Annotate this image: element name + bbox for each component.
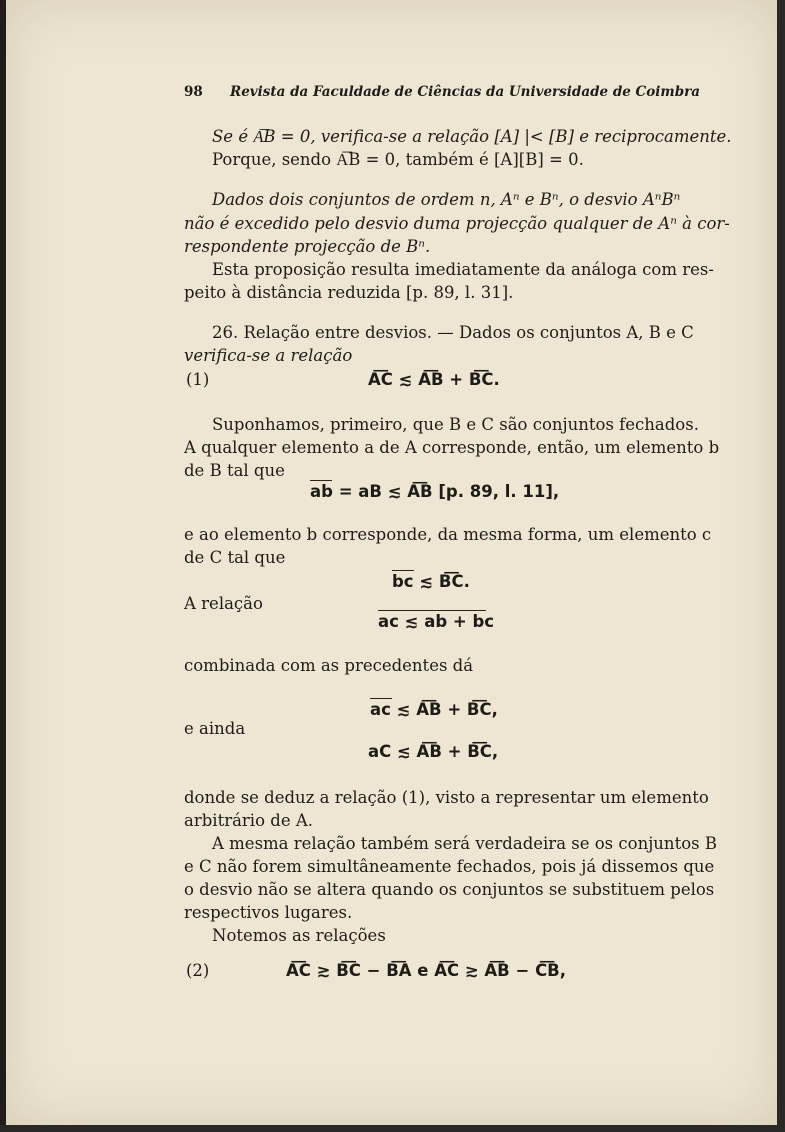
- text-line: Dados dois conjuntos de ordem n, Aⁿ e Bⁿ, o desvio AⁿBⁿ: [212, 190, 681, 209]
- equation: ac ≲ ab + bc: [378, 612, 495, 631]
- equation-number: (2): [186, 961, 210, 980]
- equation: ac ≲ A͞B + B͞C,: [370, 700, 498, 719]
- text-line: Suponhamos, primeiro, que B e C são conjuntos fechados.: [212, 415, 699, 434]
- running-header: Revista da Faculdade de Ciências da Universidade de Coimbra: [230, 84, 701, 100]
- section-heading: 26. Relação entre desvios. — Dados os conjuntos A, B e C: [212, 323, 694, 342]
- text-line: e C não forem simultâneamente fechados, pois já dissemos que: [184, 857, 715, 876]
- page-edge: [777, 0, 785, 1132]
- text-line: arbitrário de A.: [184, 811, 313, 830]
- text-line: A qualquer elemento a de A corresponde, então, um elemento b: [184, 438, 720, 457]
- page-number: 98: [184, 84, 203, 100]
- equation: bc ≲ B͞C.: [392, 572, 470, 591]
- text-line: respondente projecção de Bⁿ.: [184, 237, 431, 256]
- equation: A͞C ≲ A͞B + B͞C.: [368, 370, 500, 389]
- text-line: Notemos as relações: [212, 926, 386, 945]
- text-line: não é excedido pelo desvio duma projecção qualquer de Aⁿ à cor-: [184, 214, 730, 233]
- text-line: verifica-se a relação: [184, 346, 353, 365]
- text-line: donde se deduz a relação (1), visto a representar um elemento: [184, 788, 709, 807]
- text-line: e ao elemento b corresponde, da mesma forma, um elemento c: [184, 525, 712, 544]
- text-line: Porque, sendo A͞B = 0, também é [A][B] = 0.: [212, 150, 584, 169]
- text-line: respectivos lugares.: [184, 903, 353, 922]
- equation: aC ≲ A͞B + B͞C,: [368, 742, 499, 761]
- text-line: de C tal que: [184, 548, 286, 567]
- text-line: o desvio não se altera quando os conjuntos se substituem pelos: [184, 880, 715, 899]
- text-line: de B tal que: [184, 461, 285, 480]
- page-edge: [0, 1125, 785, 1132]
- text-line: combinada com as precedentes dá: [184, 656, 474, 675]
- text-line: e ainda: [184, 719, 246, 738]
- equation: A͞C ≳ B͞C − B͞A e A͞C ≳ A͞B − C͞B,: [286, 961, 567, 980]
- text-line: A relação: [184, 594, 263, 613]
- text-line: Se é A͞B = 0, verifica-se a relação [A] |< [B] e reciprocamente.: [212, 127, 732, 146]
- equation-number: (1): [186, 370, 210, 389]
- text-line: A mesma relação também será verdadeira se os conjuntos B: [212, 834, 717, 853]
- text-line: Esta proposição resulta imediatamente da análoga com res-: [212, 260, 714, 279]
- page: [6, 0, 778, 1126]
- text-line: peito à distância reduzida [p. 89, l. 31].: [184, 283, 514, 302]
- equation: ab = aB ≲ A͞B [p. 89, l. 11],: [310, 482, 560, 501]
